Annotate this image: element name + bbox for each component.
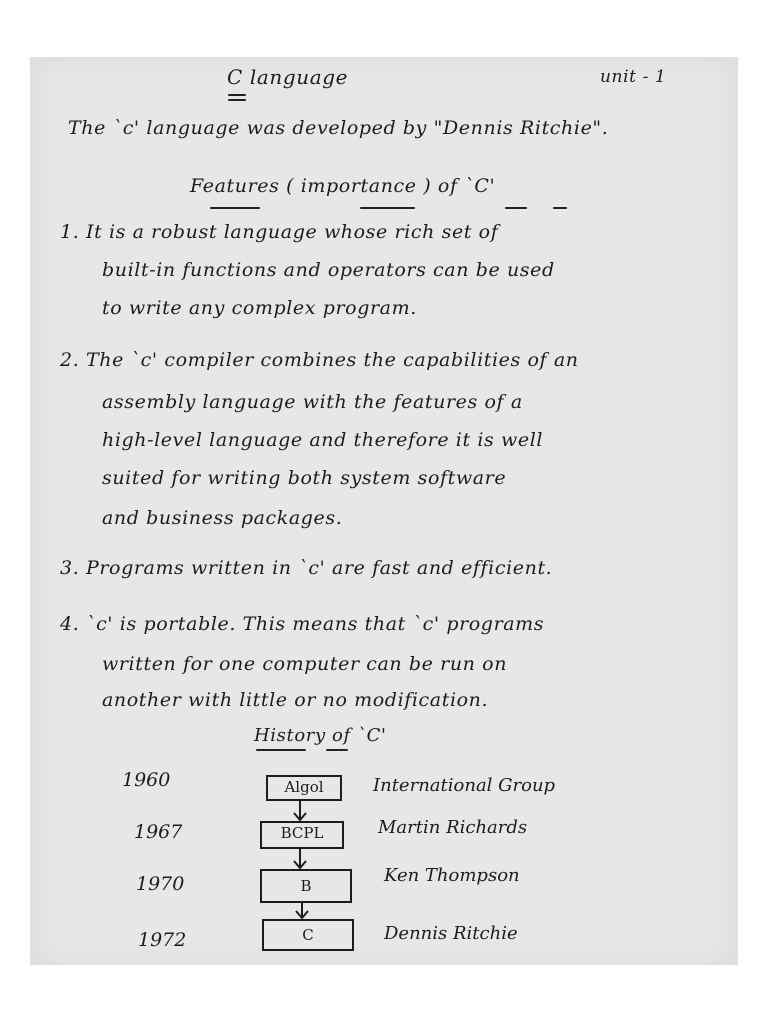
unit-label: unit - 1: [600, 67, 667, 87]
point-4-line-3: another with little or no modification.: [102, 689, 489, 711]
point-2-line-2: assembly language with the features of a: [102, 391, 523, 413]
history-person-1: International Group: [373, 775, 556, 796]
point-2-line-3: high-level language and therefore it is well: [102, 429, 544, 451]
history-box-b: B: [260, 869, 352, 903]
history-box-algol: Algol: [266, 775, 342, 801]
history-box-bcpl: BCPL: [260, 821, 344, 849]
point-1-line-2: built-in functions and operators can be used: [102, 259, 555, 281]
point-4-line-2: written for one computer can be run on: [102, 653, 508, 675]
point-2-line-4: suited for writing both system software: [102, 467, 507, 489]
history-year-1967: 1967: [134, 821, 183, 843]
history-year-1960: 1960: [122, 769, 171, 791]
intro-sentence: The `c' language was developed by "Dennis Ritchie".: [68, 117, 609, 139]
history-person-4: Dennis Ritchie: [384, 923, 518, 944]
point-1-line-3: to write any complex program.: [102, 297, 417, 319]
history-person-3: Ken Thompson: [384, 865, 520, 886]
history-box-c: C: [262, 919, 354, 951]
point-1-line-1: 1. It is a robust language whose rich set of: [60, 221, 499, 243]
point-3-line-1: 3. Programs written in `c' are fast and efficient.: [60, 557, 553, 579]
page-title: C language: [227, 65, 349, 89]
history-year-1972: 1972: [138, 929, 187, 951]
point-2-line-1: 2. The `c' compiler combines the capabilities of an: [60, 349, 579, 371]
history-heading: History of `C': [254, 725, 387, 746]
history-person-2: Martin Richards: [378, 817, 528, 838]
notebook-page: [30, 57, 738, 965]
point-2-line-5: and business packages.: [102, 507, 343, 529]
history-year-1970: 1970: [136, 873, 185, 895]
features-heading: Features ( importance ) of `C': [190, 175, 496, 197]
point-4-line-1: 4. `c' is portable. This means that `c' programs: [60, 613, 545, 635]
